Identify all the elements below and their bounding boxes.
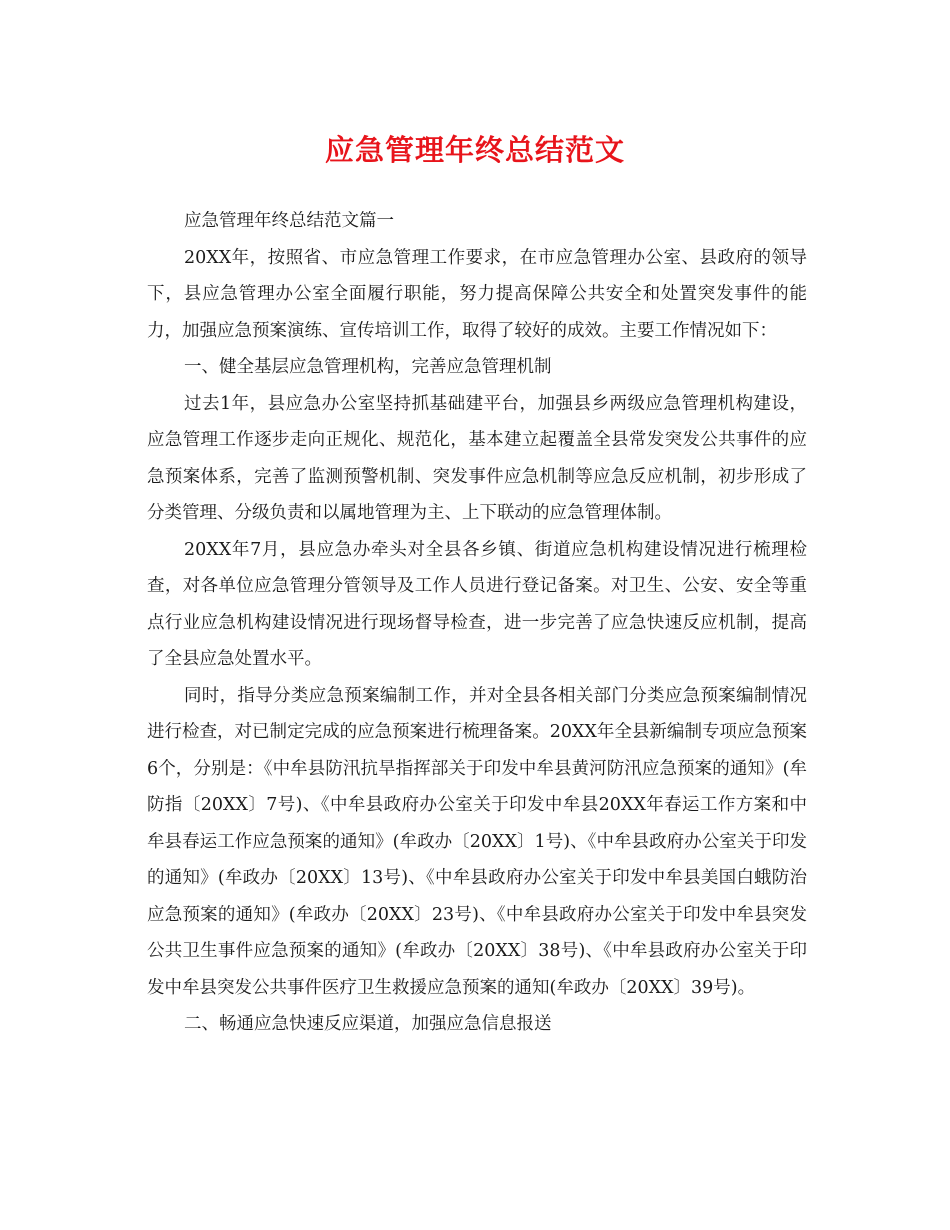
section-heading-two: 二、畅通应急快速反应渠道，加强应急信息报送: [184, 1014, 552, 1034]
paragraph-mechanism: 过去1年，县应急办公室坚持抓基础建平台，加强县乡两级应急管理机构建设，应急管理工作逐步走向正规化、规范化，基本建立起覆盖全县常发突发公共事件的应急预案体系，完善了监测预警机制、突发事件应急机制等应急反应机制，初步形成了分类管理、分级负责和以属地管理为主、上下联动的应急管理体制。: [147, 393, 807, 523]
document-body: [147, 203, 807, 1043]
section-heading-one: 一、健全基层应急管理机构，完善应急管理机制: [184, 357, 552, 377]
document-title: 应急管理年终总结范文: [324, 133, 625, 167]
paragraph-intro: 20XX年，按照省、市应急管理工作要求，在市应急管理办公室、县政府的领导下，县应急管理办公室全面履行职能，努力提高保障公共安全和处置突发事件的能力，加强应急预案演练、宣传培训工作，取得了较好的成效。主要工作情况如下：: [147, 247, 807, 341]
section-heading-article-one: 应急管理年终总结范文篇一: [184, 211, 394, 231]
paragraph-july-inspection: 20XX年7月，县应急办牵头对全县各乡镇、街道应急机构建设情况进行梳理检查，对各单位应急管理分管领导及工作人员进行登记备案。对卫生、公安、安全等重点行业应急机构建设情况进行现场督导检查，进一步完善了应急快速反应机制，提高了全县应急处置水平。: [147, 539, 807, 669]
paragraph-emergency-plans: 同时，指导分类应急预案编制工作，并对全县各相关部门分类应急预案编制情况进行检查，对已制定完成的应急预案进行梳理备案。20XX年全县新编制专项应急预案6个，分别是：《中牟县防汛抗旱指挥部关于印发中牟县黄河防汛应急预案的通知》(牟防指〔20XX〕7号)、《中牟县政府办公室关于印发中牟县20XX年春运工作方案和中牟县春运工作应急预案的通知》(牟政办〔20XX〕1号)、《中牟县政府办公室关于印发的通知》(牟政办〔20XX〕13号)、《中牟县政府办公室关于印发中牟县美国白蛾防治应急预案的通知》(牟政办〔20XX〕23号)、《中牟县政府办公室关于印发中牟县突发公共卫生事件应急预案的通知》(牟政办〔20XX〕38号)、《中牟县政府办公室关于印发中牟县突发公共事件医疗卫生救援应急预案的通知(牟政办〔20XX〕39号)。: [147, 685, 807, 998]
